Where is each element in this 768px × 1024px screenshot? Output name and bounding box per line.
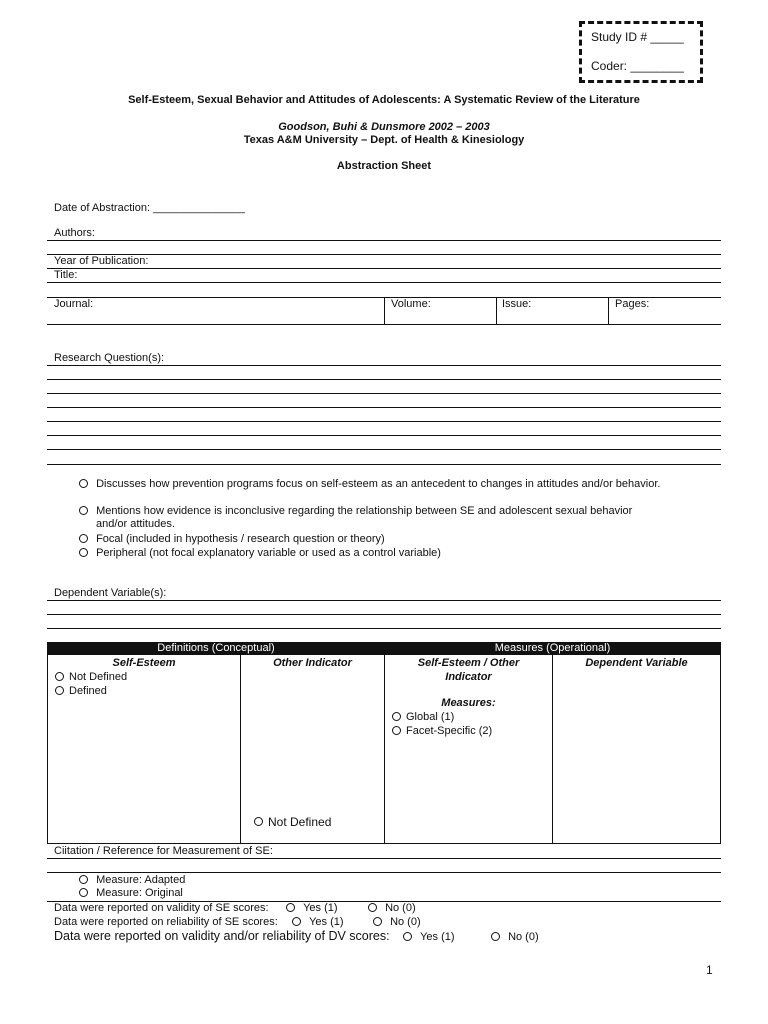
col-se-other-2: Indicator: [445, 671, 492, 683]
radio-circle-icon: [55, 686, 64, 695]
title-label: Title:: [54, 269, 78, 281]
measure-original[interactable]: [79, 887, 183, 899]
issue-label: Issue:: [502, 298, 532, 310]
option-focal-label: Focal (included in hypothesis / research question or theory): [96, 533, 385, 545]
other-not-defined[interactable]: [254, 815, 331, 829]
title-rule[interactable]: [47, 282, 721, 283]
radio-circle-icon: [254, 817, 263, 826]
year-rule[interactable]: [47, 268, 721, 269]
issue-divider: [608, 297, 609, 324]
table-right-border: [720, 642, 721, 844]
measure-global-label: Global (1): [406, 711, 455, 723]
research-question-label: Research Question(s):: [54, 352, 165, 364]
radio-circle-icon: [392, 726, 401, 735]
authors-line: Goodson, Buhi & Dunsmore 2002 – 2003: [278, 121, 490, 133]
citation-line-2[interactable]: [47, 872, 721, 873]
se-not-defined[interactable]: [55, 671, 127, 683]
validity-dv-yes-label: Yes (1): [420, 931, 455, 943]
table-bottom-border: [47, 843, 721, 844]
option-mentions-cont: and/or attitudes.: [96, 518, 175, 530]
table-col-divider-1: [240, 655, 241, 844]
radio-circle-icon: [79, 479, 88, 488]
radio-circle-icon: [368, 903, 377, 912]
validity-se-no-label: No (0): [385, 902, 416, 914]
rq-line-7[interactable]: [47, 449, 721, 450]
radio-circle-icon: [79, 506, 88, 515]
radio-circle-icon: [292, 917, 301, 926]
radio-circle-icon: [79, 875, 88, 884]
rq-line-8[interactable]: [47, 464, 721, 465]
measures-label: Measures:: [441, 697, 496, 709]
radio-circle-icon: [373, 917, 382, 926]
pages-label: Pages:: [615, 298, 650, 310]
validity-dv-yes[interactable]: [403, 931, 455, 943]
citation-line-1[interactable]: [47, 858, 721, 859]
validity-dv-label: Data were reported on validity and/or reliability of DV scores:: [54, 929, 390, 943]
option-focal[interactable]: [79, 533, 385, 545]
year-label: Year of Publication:: [54, 255, 149, 267]
rq-line-4[interactable]: [47, 407, 721, 408]
dv-line-1[interactable]: [47, 600, 721, 601]
validity-dv-no-label: No (0): [508, 931, 539, 943]
se-not-defined-label: Not Defined: [69, 671, 128, 683]
study-id-field[interactable]: Study ID # _____: [591, 30, 684, 44]
radio-circle-icon: [79, 888, 88, 897]
rq-line-6[interactable]: [47, 435, 721, 436]
validity-se-label: Data were reported on validity of SE scores:: [54, 902, 269, 914]
option-discusses-label: Discusses how prevention programs focus on self-esteem as an antecedent to changes in attitudes and/or behavior.: [96, 478, 661, 490]
other-not-defined-label: Not Defined: [268, 815, 332, 829]
table-left-border: [47, 642, 48, 844]
authors-line-rule[interactable]: [47, 240, 721, 241]
measure-adapted[interactable]: [79, 874, 185, 886]
reliability-se-no[interactable]: [373, 916, 421, 928]
document-title: Self-Esteem, Sexual Behavior and Attitudes of Adolescents: A Systematic Review of the Literature: [128, 94, 640, 106]
se-defined-label: Defined: [69, 685, 107, 697]
se-defined[interactable]: [55, 685, 107, 697]
option-peripheral-label: Peripheral (not focal explanatory variable or used as a control variable): [96, 547, 441, 559]
option-mentions[interactable]: [79, 505, 632, 517]
rq-line-2[interactable]: [47, 379, 721, 380]
col-other-indicator: Other Indicator: [273, 657, 352, 669]
validity-se-yes-label: Yes (1): [303, 902, 338, 914]
journal-label: Journal:: [54, 298, 94, 310]
measure-facet-label: Facet-Specific (2): [406, 725, 493, 737]
option-discusses[interactable]: [79, 478, 660, 490]
rq-line-1[interactable]: [47, 365, 721, 366]
study-id-box: [579, 21, 703, 83]
measure-facet[interactable]: [392, 725, 492, 737]
measure-global[interactable]: [392, 711, 454, 723]
sheet-title: Abstraction Sheet: [336, 160, 432, 172]
validity-se-no[interactable]: [368, 902, 416, 914]
reliability-se-yes[interactable]: [292, 916, 344, 928]
option-mentions-label: Mentions how evidence is inconclusive regarding the relationship between SE and adolescent sexual behavior: [96, 505, 633, 517]
reliability-se-no-label: No (0): [390, 916, 421, 928]
measure-adapted-label: Measure: Adapted: [96, 874, 186, 886]
coder-field[interactable]: Coder: ________: [591, 59, 684, 73]
radio-circle-icon: [55, 672, 64, 681]
table-col-divider-2: [384, 655, 385, 844]
dv-line-3[interactable]: [47, 628, 721, 629]
volume-divider: [496, 297, 497, 324]
reliability-se-label: Data were reported on reliability of SE scores:: [54, 916, 278, 928]
radio-circle-icon: [79, 534, 88, 543]
col-self-esteem: Self-Esteem: [112, 657, 176, 669]
date-field[interactable]: Date of Abstraction: _______________: [54, 202, 245, 214]
dependent-variable-label: Dependent Variable(s):: [54, 587, 167, 599]
reliability-se-yes-label: Yes (1): [309, 916, 344, 928]
measure-original-label: Measure: Original: [96, 887, 183, 899]
volume-label: Volume:: [391, 298, 431, 310]
validity-dv-no[interactable]: [491, 931, 539, 943]
rq-line-5[interactable]: [47, 421, 721, 422]
col-se-other-1: Self-Esteem / Other: [417, 657, 520, 669]
authors-label: Authors:: [54, 227, 95, 239]
option-peripheral[interactable]: [79, 547, 441, 559]
journal-divider: [384, 297, 385, 324]
col-dependent-variable: Dependent Variable: [585, 657, 688, 669]
radio-circle-icon: [286, 903, 295, 912]
rq-line-3[interactable]: [47, 393, 721, 394]
dv-line-2[interactable]: [47, 614, 721, 615]
validity-se-yes[interactable]: [286, 902, 338, 914]
radio-circle-icon: [392, 712, 401, 721]
radio-circle-icon: [491, 932, 500, 941]
institution: Texas A&M University – Dept. of Health & Kinesiology: [243, 134, 525, 146]
table-col-divider-3: [552, 655, 553, 844]
measures-header: Measures (Operational): [384, 642, 721, 655]
radio-circle-icon: [403, 932, 412, 941]
page-number: 1: [706, 963, 713, 977]
citation-label: Ciitation / Reference for Measurement of SE:: [54, 845, 273, 857]
journal-bottom-rule: [47, 324, 721, 325]
definitions-header: Definitions (Conceptual): [48, 642, 384, 655]
radio-circle-icon: [79, 548, 88, 557]
